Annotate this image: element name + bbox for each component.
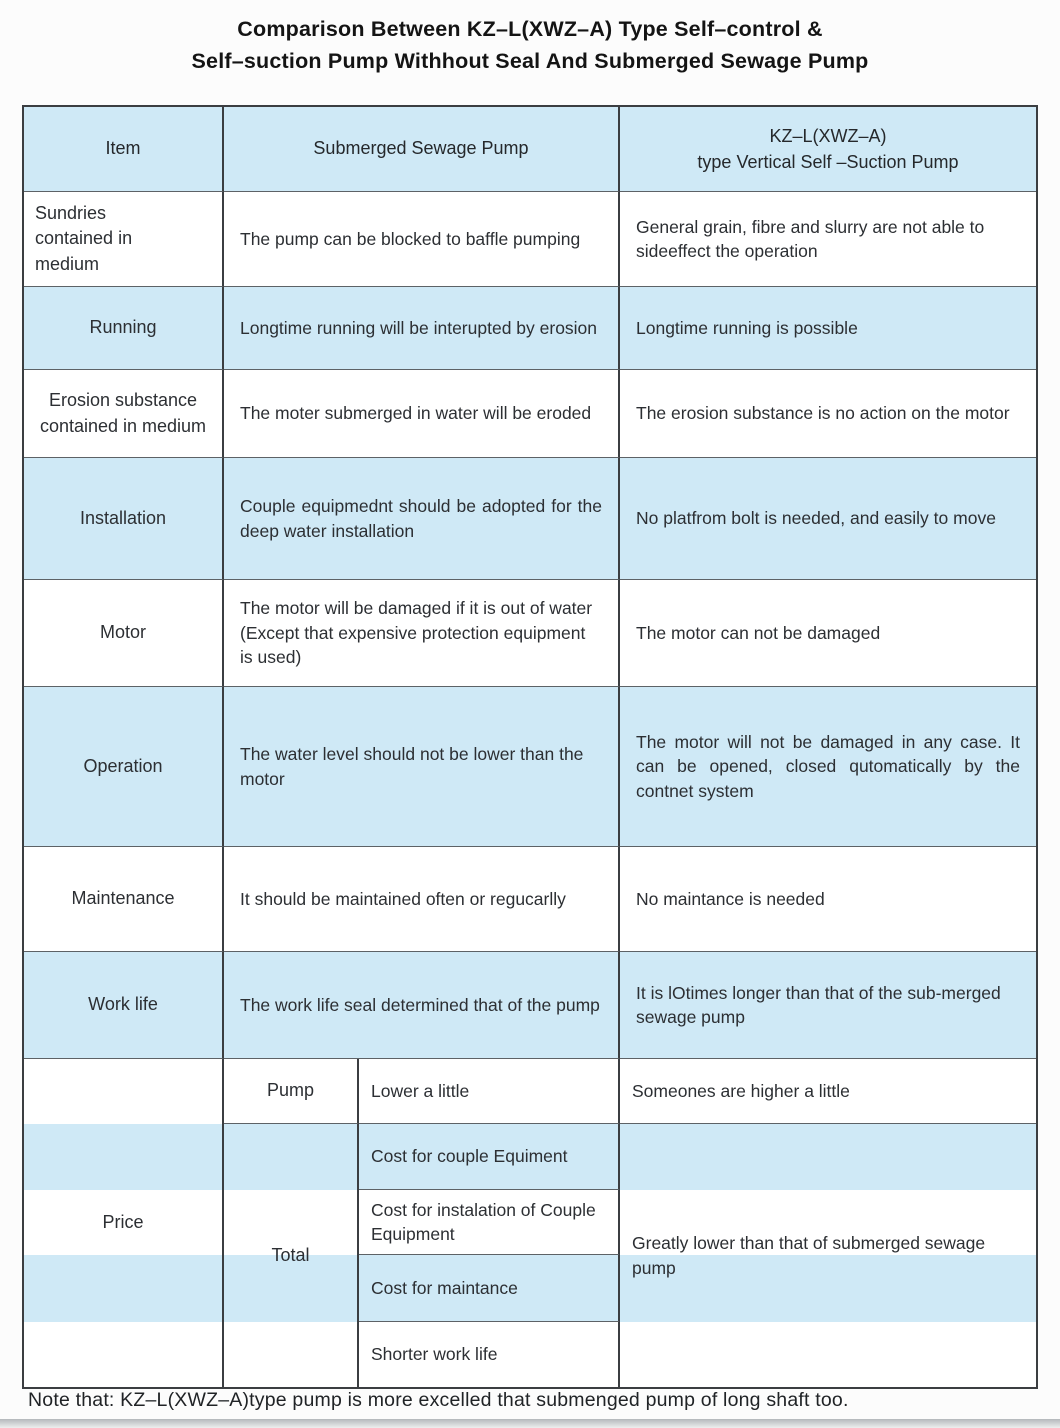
- row-operation-item: Operation: [24, 687, 224, 847]
- row-installation-submerged: Couple equipmednt should be adopted for the deep water installation: [224, 458, 620, 580]
- row-sundries-item: Sundries contained in medium: [24, 192, 224, 287]
- row-sundries-kzl: General grain, fibre and slurry are not able to sideeffect the operation: [620, 192, 1036, 287]
- footer-note: Note that: KZ–L(XWZ–A)type pump is more excelled that submenged pump of long shaft too.: [28, 1389, 849, 1411]
- scan-edge-bar: [0, 1419, 1060, 1428]
- price-shorter-work-life: Shorter work life: [359, 1322, 620, 1387]
- row-erosion-submerged: The moter submerged in water will be eroded: [224, 370, 620, 458]
- header-item: Item: [24, 107, 224, 192]
- page-title-line1: Comparison Between KZ–L(XWZ–A) Type Self–control &: [237, 17, 823, 41]
- page-title: [0, 13, 1060, 77]
- row-maintenance-kzl: No maintance is needed: [620, 847, 1036, 952]
- header-kzl-pump: [620, 107, 1036, 192]
- row-operation-kzl: The motor will not be damaged in any case. It can be opened, closed qutomatically by the contnet system: [620, 687, 1036, 847]
- page-title-line2: Self–suction Pump Withhout Seal And Submerged Sewage Pump: [191, 49, 869, 73]
- row-maintenance-item: Maintenance: [24, 847, 224, 952]
- price-total-kzl: Greatly lower than that of submerged sewage pump: [620, 1124, 1036, 1387]
- row-maintenance-submerged: It should be maintained often or regucarlly: [224, 847, 620, 952]
- row-erosion-kzl: The erosion substance is no action on the motor: [620, 370, 1036, 458]
- row-motor-submerged: The motor will be damaged if it is out of water (Except that expensive protection equipment is used): [224, 580, 620, 687]
- row-operation-submerged: The water level should not be lower than the motor: [224, 687, 620, 847]
- row-erosion-item: Erosion substance contained in medium: [24, 370, 224, 458]
- price-total-label: Total: [224, 1124, 359, 1387]
- price-cost-maintenance: Cost for maintance: [359, 1255, 620, 1322]
- row-worklife-item: Work life: [24, 952, 224, 1059]
- header-kzl-line2: type Vertical Self –Suction Pump: [697, 152, 959, 172]
- row-running-item: Running: [24, 287, 224, 370]
- row-running-submerged: Longtime running will be interupted by erosion: [224, 287, 620, 370]
- price-pump-label: Pump: [224, 1059, 359, 1124]
- price-cost-couple-equipment: Cost for couple Equiment: [359, 1124, 620, 1190]
- row-worklife-kzl: It is lOtimes longer than that of the sub-merged sewage pump: [620, 952, 1036, 1059]
- row-motor-kzl: The motor can not be damaged: [620, 580, 1036, 687]
- row-installation-kzl: No platfrom bolt is needed, and easily to move: [620, 458, 1036, 580]
- price-pump-kzl: Someones are higher a little: [620, 1059, 1036, 1124]
- comparison-table: [22, 105, 1038, 1389]
- row-sundries-submerged: The pump can be blocked to baffle pumping: [224, 192, 620, 287]
- row-running-kzl: Longtime running is possible: [620, 287, 1036, 370]
- header-kzl-line1: KZ–L(XWZ–A): [769, 126, 887, 146]
- row-worklife-submerged: The work life seal determined that of the pump: [224, 952, 620, 1059]
- price-pump-submerged: Lower a little: [359, 1059, 620, 1124]
- row-installation-item: Installation: [24, 458, 224, 580]
- row-price-item: Price: [24, 1059, 224, 1387]
- row-motor-item: Motor: [24, 580, 224, 687]
- price-cost-installation: Cost for instalation of Couple Equipment: [359, 1190, 620, 1255]
- header-submerged-pump: Submerged Sewage Pump: [224, 107, 620, 192]
